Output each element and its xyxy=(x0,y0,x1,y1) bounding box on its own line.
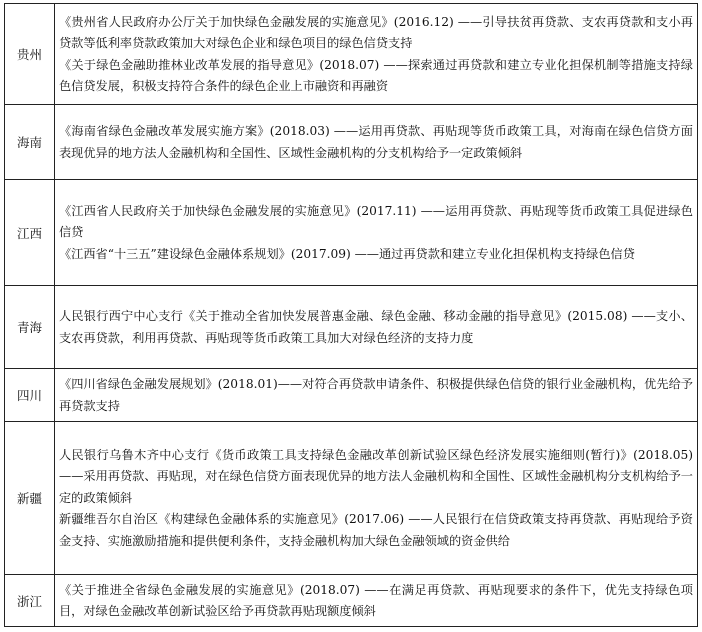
table-row xyxy=(5,4,698,105)
province-cell: 青海 xyxy=(5,286,55,369)
policy-entry: 《海南省绿色金融改革发展实施方案》(2018.03) ——运用再贷款、再贴现等货币政策工具，对海南在绿色信贷方面表现优异的地方法人金融机构和全国性、区域性金融机构的分支机构给予一定政策倾斜 xyxy=(59,124,693,160)
policy-entry: 人民银行西宁中心支行《关于推动全省加快发展普惠金融、绿色金融、移动金融的指导意见》(2015.08) ——支小、支农再贷款，利用再贷款、再贴现等货币政策工具加大对绿色经济的支持力度 xyxy=(59,309,693,345)
green-finance-policy-table xyxy=(4,3,698,627)
table-row xyxy=(5,180,698,286)
policy-entry: 《江西省“十三五”建设绿色金融体系规划》(2017.09) ——通过再贷款和建立专业化担保机构支持绿色信贷 xyxy=(59,246,635,261)
table-row xyxy=(5,575,698,627)
policy-cell xyxy=(55,369,698,422)
province-cell: 江西 xyxy=(5,180,55,286)
policy-entry: 《贵州省人民政府办公厅关于加快绿色金融发展的实施意见》(2016.12) ——引导扶贫再贷款、支农再贷款和支小再贷款等低利率贷款政策加大对绿色企业和绿色项目的绿色信贷支持 xyxy=(59,14,693,50)
policy-entry: 新疆维吾尔自治区《构建绿色金融体系的实施意见》(2017.06) ——人民银行在信贷政策支持再贷款、再贴现给予资金支持、实施激励措施和提供便利条件，支持金融机构加大绿色金融领域的资金供给 xyxy=(59,512,693,548)
province-cell: 贵州 xyxy=(5,4,55,105)
policy-cell xyxy=(55,422,698,575)
policy-cell xyxy=(55,4,698,105)
table-row xyxy=(5,422,698,575)
policy-cell xyxy=(55,105,698,180)
table-row xyxy=(5,105,698,180)
policy-cell xyxy=(55,575,698,627)
policy-entry: 《关于绿色金融助推林业改革发展的指导意见》(2018.07) ——探索通过再贷款和建立专业化担保机制等措施支持绿色信贷发展，积极支持符合条件的绿色企业上市融资和再融资 xyxy=(59,57,693,93)
province-cell: 新疆 xyxy=(5,422,55,575)
policy-cell xyxy=(55,286,698,369)
province-cell: 浙江 xyxy=(5,575,55,627)
province-cell: 海南 xyxy=(5,105,55,180)
policy-entry: 人民银行乌鲁木齐中心支行《货币政策工具支持绿色金融改革创新试验区绿色经济发展实施细则(暂行)》(2018.05) ——采用再贷款、再贴现，对在绿色信贷方面表现优异的地方法人金融机构和全国性、区域性金融机构分支机构给予一定的政策倾斜 xyxy=(59,447,693,505)
policy-entry: 《关于推进全省绿色金融发展的实施意见》(2018.07) ——在满足再贷款、再贴现要求的条件下，优先支持绿色项目，对绿色金融改革创新试验区给予再贷款再贴现额度倾斜 xyxy=(59,582,693,618)
policy-cell xyxy=(55,180,698,286)
province-cell: 四川 xyxy=(5,369,55,422)
table-row xyxy=(5,286,698,369)
table-row xyxy=(5,369,698,422)
policy-entry: 《江西省人民政府关于加快绿色金融发展的实施意见》(2017.11) ——运用再贷款、再贴现等货币政策工具促进绿色信贷 xyxy=(59,203,693,240)
policy-entry: 《四川省绿色金融发展规划》(2018.01)——对符合再贷款申请条件、积极提供绿色信贷的银行业金融机构，优先给予再贷款支持 xyxy=(59,377,693,413)
